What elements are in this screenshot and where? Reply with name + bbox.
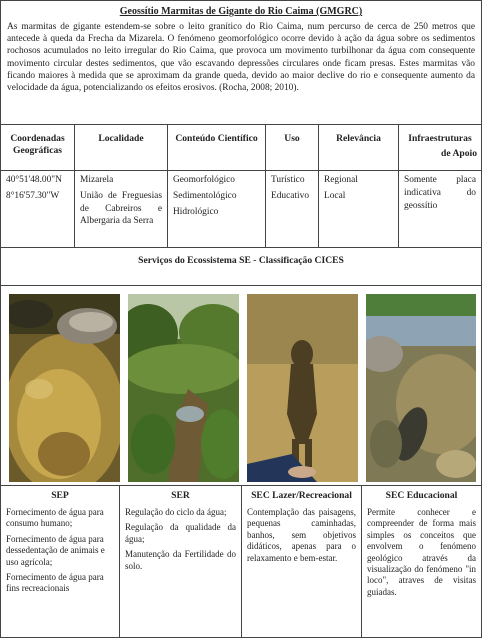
relevance-column <box>319 124 399 247</box>
relevance-header: Relevância <box>319 124 398 171</box>
photo-pothole-pool <box>9 294 120 482</box>
locality-parish: União de Freguesias de Cabreiros e Albergaria da Serra <box>80 190 162 227</box>
locality-values <box>75 174 167 231</box>
relevance-values <box>319 174 398 206</box>
service-column-sec-educacional <box>362 486 481 638</box>
info-table <box>1 124 481 248</box>
science-item: Hidrológico <box>173 206 219 217</box>
service-head: SEC Educacional <box>385 490 458 501</box>
infra-values <box>399 174 481 215</box>
services-title: Serviços do Ecossistema SE - Classificação CICES <box>138 255 344 266</box>
use-column <box>266 124 319 247</box>
photo-stream-vegetation <box>128 294 239 482</box>
locality-header: Localidade <box>75 124 167 171</box>
use-item: Turístico <box>271 175 305 185</box>
service-item: Regulação da qualidade da água; <box>125 522 236 544</box>
service-head: SEP <box>51 490 69 501</box>
science-values <box>168 174 265 221</box>
service-item: Manutenção da Fertilidade do solo. <box>125 549 236 571</box>
service-column-ser <box>120 486 242 638</box>
service-item: Permite conhecer e compreender de forma mais simples os conceitos que envolvem o fenómeno geológico através da visualização do fenómeno "in loco", atraves de visitas guiadas. <box>367 507 476 597</box>
locality-column <box>75 124 168 247</box>
service-item: Fornecimento de água para fins recreacionais <box>6 572 104 594</box>
service-text <box>247 507 356 564</box>
page-title: Geossítio Marmitas de Gigante do Rio Caima (GMGRC) <box>119 6 363 17</box>
infra-column <box>399 124 481 247</box>
service-head: SER <box>171 490 190 501</box>
service-text <box>125 507 236 572</box>
science-header: Conteúdo Científico <box>168 124 265 171</box>
use-values <box>266 174 318 206</box>
header-section <box>1 1 481 125</box>
coords-lat: 40°51'48.00"N <box>6 175 62 185</box>
photo-clear-pool <box>366 294 476 482</box>
service-text <box>6 507 114 595</box>
science-item: Geomorfológico <box>173 175 235 185</box>
locality-place: Mizarela <box>80 175 114 185</box>
use-header: Uso <box>266 124 318 171</box>
service-item: Fornecimento de água para dessedentação de animais e uso agrícola; <box>6 533 105 567</box>
services-divider <box>1 285 481 286</box>
relevance-item: Regional <box>324 175 358 185</box>
infra-header <box>399 124 481 171</box>
coords-lon: 8°16'57.30"W <box>6 190 60 201</box>
science-item: Sedimentológico <box>173 190 237 201</box>
service-column-sec-lazer <box>242 486 362 638</box>
service-item: Contemplação das paisagens, pequenas caminhadas, banhos, sem objetivos didáticos, apenas para o relaxamento e bem-estar. <box>247 507 356 563</box>
infra-text: Somente placa indicativa do geossítio <box>404 175 476 211</box>
coords-header: Coordenadas Geográficas <box>1 124 74 171</box>
service-column-sep <box>1 486 120 638</box>
science-column <box>168 124 266 247</box>
service-item: Fornecimento de água para consumo humano; <box>6 507 104 529</box>
relevance-item: Local <box>324 190 346 201</box>
coords-values <box>1 174 74 206</box>
description-paragraph: As marmitas de gigante estendem-se sobre o leito granítico do Rio Caima, num percurso de cerca de 250 metros que antecede à queda da Frecha da Mizarela. O fenómeno geomorfológico ocorre devido à ação da água sobre os sedimentos rochosos acumulados no leito irregular do Rio Caima, que provoca um movimento turbilhonar da água com consequente movimento circular destes sedimentos, que vão escavando depressões circulares onde ficam presas. Estes marmitas vão ficando maiores à medida que se aproximam da grande queda, devido ao maior declive do rio e consequente aumento da velocidade da água, potencializando os efeitos erosivos. (Rocha, 2008; 2010). <box>7 22 475 94</box>
service-head: SEC Lazer/Recreacional <box>251 490 352 501</box>
infra-header-line2: de Apoio <box>441 148 477 159</box>
coords-column <box>1 124 75 247</box>
photo-shadow-water <box>247 294 358 482</box>
service-item: Regulação do ciclo da água; <box>125 507 227 517</box>
infra-header-line1: Infraestruturas <box>408 133 472 144</box>
services-table <box>1 485 481 638</box>
service-text <box>367 507 476 598</box>
use-item: Educativo <box>271 190 310 201</box>
